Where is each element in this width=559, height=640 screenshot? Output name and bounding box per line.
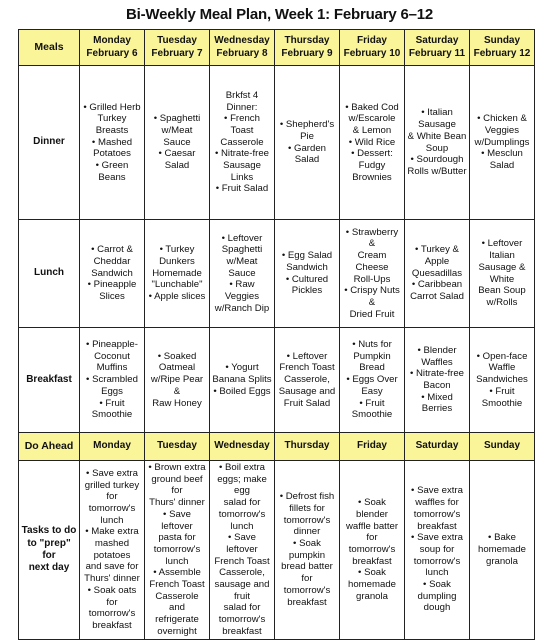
meal-cell: • Egg Salad Sandwich • Cultured Pickles xyxy=(275,220,340,328)
meal-cell: • Shepherd's Pie • Garden Salad xyxy=(275,66,340,220)
meal-cell: • Leftover Spaghetti w/Meat Sauce • Raw Veggies w/Ranch Dip xyxy=(210,220,275,328)
do-ahead-header-row xyxy=(19,433,535,461)
ahead-day-wednesday: Wednesday xyxy=(210,433,275,461)
meal-plan-table xyxy=(18,29,535,640)
day-header-sunday: Sunday February 12 xyxy=(470,30,535,66)
meal-cell: Brkfst 4 Dinner: • French Toast Casserole • Nitrate-free Sausage Links • Fruit Salad xyxy=(210,66,275,220)
row-label-lunch: Lunch xyxy=(19,220,80,328)
meal-cell: • Yogurt Banana Splits • Boiled Eggs xyxy=(210,328,275,433)
meal-cell: • Pineapple- Coconut Muffins • Scrambled Eggs • Fruit Smoothie xyxy=(80,328,145,433)
page-title: Bi-Weekly Meal Plan, Week 1: February 6–12 xyxy=(125,6,434,23)
day-header-monday: Monday February 6 xyxy=(80,30,145,66)
task-cell: • Boil extra eggs; make egg salad for tomorrow's lunch • Save leftover French Toast Casserole, sausage and fruit salad for tomorrow's breakfast xyxy=(210,461,275,640)
meals-header-cell: Meals xyxy=(19,30,80,66)
meal-cell: • Turkey Dunkers Homemade "Lunchable" • Apple slices xyxy=(145,220,210,328)
row-label-dinner: Dinner xyxy=(19,66,80,220)
day-header-row xyxy=(19,30,535,66)
meal-cell: • Chicken & Veggies w/Dumplings • Mesclun Salad xyxy=(470,66,535,220)
meal-cell: • Open-face Waffle Sandwiches • Fruit Smoothie xyxy=(470,328,535,433)
task-cell: • Defrost fish fillets for tomorrow's dinner • Soak pumpkin bread batter for tomorrow's breakfast xyxy=(275,461,340,640)
day-header-friday: Friday February 10 xyxy=(340,30,405,66)
meal-cell: • Nuts for Pumpkin Bread • Eggs Over Easy • Fruit Smoothie xyxy=(340,328,405,433)
ahead-day-tuesday: Tuesday xyxy=(145,433,210,461)
ahead-day-friday: Friday xyxy=(340,433,405,461)
day-header-thursday: Thursday February 9 xyxy=(275,30,340,66)
dinner-row xyxy=(19,66,535,220)
breakfast-row xyxy=(19,328,535,433)
ahead-day-sunday: Sunday xyxy=(470,433,535,461)
meal-cell: • Spaghetti w/Meat Sauce • Caesar Salad xyxy=(145,66,210,220)
day-header-wednesday: Wednesday February 8 xyxy=(210,30,275,66)
task-cell: • Save extra grilled turkey for tomorrow's lunch • Make extra mashed potatoes and save for Thurs' dinner • Soak oats for tomorrow's breakfast xyxy=(80,461,145,640)
meal-cell: • Italian Sausage & White Bean Soup • Sourdough Rolls w/Butter xyxy=(405,66,470,220)
meal-cell: • Leftover Italian Sausage & White Bean Soup w/Rolls xyxy=(470,220,535,328)
ahead-day-monday: Monday xyxy=(80,433,145,461)
row-label-breakfast: Breakfast xyxy=(19,328,80,433)
meal-cell: • Soaked Oatmeal w/Ripe Pear & Raw Honey xyxy=(145,328,210,433)
day-header-tuesday: Tuesday February 7 xyxy=(145,30,210,66)
task-cell: • Bake homemade granola xyxy=(470,461,535,640)
row-label-tasks: Tasks to do to "prep" for next day xyxy=(19,461,80,640)
do-ahead-header-cell: Do Ahead xyxy=(19,433,80,461)
tasks-row xyxy=(19,461,535,640)
meal-cell: • Carrot & Cheddar Sandwich • Pineapple Slices xyxy=(80,220,145,328)
meal-cell: • Baked Cod w/Escarole & Lemon • Wild Rice • Dessert: Fudgy Brownies xyxy=(340,66,405,220)
task-cell: • Soak blender waffle batter for tomorrow's breakfast • Soak homemade granola xyxy=(340,461,405,640)
meal-cell: • Grilled Herb Turkey Breasts • Mashed Potatoes • Green Beans xyxy=(80,66,145,220)
lunch-row xyxy=(19,220,535,328)
task-cell: • Brown extra ground beef for Thurs' dinner • Save leftover pasta for tomorrow's lunch • Assemble French Toast Casserole and refrigerate overnight xyxy=(145,461,210,640)
meal-cell: • Leftover French Toast Casserole, Sausage and Fruit Salad xyxy=(275,328,340,433)
day-header-saturday: Saturday February 11 xyxy=(405,30,470,66)
meal-cell: • Strawberry & Cream Cheese Roll-Ups • Crispy Nuts & Dried Fruit xyxy=(340,220,405,328)
ahead-day-saturday: Saturday xyxy=(405,433,470,461)
task-cell: • Save extra waffles for tomorrow's breakfast • Save extra soup for tomorrow's lunch • Soak dumpling dough xyxy=(405,461,470,640)
meal-cell: • Blender Waffles • Nitrate-free Bacon • Mixed Berries xyxy=(405,328,470,433)
meal-cell: • Turkey & Apple Quesadillas • Caribbean Carrot Salad xyxy=(405,220,470,328)
ahead-day-thursday: Thursday xyxy=(275,433,340,461)
